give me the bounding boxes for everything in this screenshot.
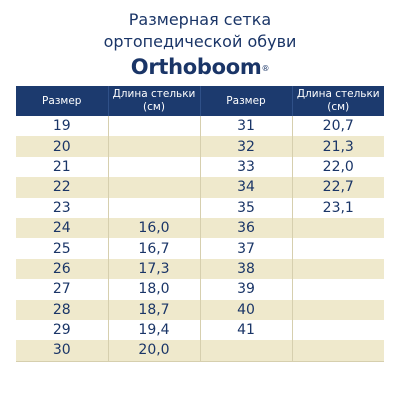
size-right-cell: 41: [200, 320, 292, 340]
insole-right-cell: 22,0: [292, 157, 384, 177]
brand-name: Orthoboom: [130, 55, 262, 79]
insole-left-cell: [108, 177, 200, 197]
table-row: [16, 157, 384, 177]
table-row: [16, 320, 384, 340]
table-row: [16, 177, 384, 197]
table-row: [16, 279, 384, 299]
size-right-cell: 38: [200, 259, 292, 279]
insole-left-cell: 16,7: [108, 238, 200, 258]
size-right-cell: 33: [200, 157, 292, 177]
size-right-cell: 37: [200, 238, 292, 258]
table-row: [16, 116, 384, 136]
size-right-cell: 39: [200, 279, 292, 299]
table-header-row: [16, 86, 384, 116]
table-row: [16, 238, 384, 258]
size-left-cell: 19: [16, 116, 108, 136]
header-insole-left: Длина стельки (см): [108, 86, 200, 116]
insole-right-cell: [292, 340, 384, 361]
insole-right-cell: [292, 259, 384, 279]
insole-left-cell: [108, 198, 200, 218]
size-left-cell: 24: [16, 218, 108, 238]
insole-left-cell: [108, 116, 200, 136]
size-right-cell: 34: [200, 177, 292, 197]
size-table: [16, 86, 384, 362]
size-left-cell: 23: [16, 198, 108, 218]
page-subtitle: ортопедической обуви: [103, 32, 297, 51]
table-row: [16, 340, 384, 361]
table-row: [16, 300, 384, 320]
insole-left-cell: 20,0: [108, 340, 200, 361]
insole-right-cell: [292, 238, 384, 258]
size-left-cell: 28: [16, 300, 108, 320]
insole-right-cell: 22,7: [292, 177, 384, 197]
size-left-cell: 30: [16, 340, 108, 361]
table-row: [16, 259, 384, 279]
size-left-cell: 22: [16, 177, 108, 197]
insole-left-cell: 18,7: [108, 300, 200, 320]
insole-right-cell: [292, 279, 384, 299]
insole-right-cell: 21,3: [292, 136, 384, 156]
insole-left-cell: 19,4: [108, 320, 200, 340]
page-title: Размерная сетка: [128, 10, 272, 29]
insole-left-cell: 16,0: [108, 218, 200, 238]
size-left-cell: 27: [16, 279, 108, 299]
insole-right-cell: [292, 218, 384, 238]
insole-left-cell: [108, 136, 200, 156]
table-row: [16, 136, 384, 156]
header-size-right: Размер: [200, 86, 292, 116]
insole-right-cell: [292, 300, 384, 320]
size-right-cell: 31: [200, 116, 292, 136]
insole-left-cell: 17,3: [108, 259, 200, 279]
insole-right-cell: [292, 320, 384, 340]
size-right-cell: [200, 340, 292, 361]
insole-right-cell: 20,7: [292, 116, 384, 136]
header-insole-right: Длина стельки (см): [292, 86, 384, 116]
table-row: [16, 198, 384, 218]
size-right-cell: 36: [200, 218, 292, 238]
size-left-cell: 25: [16, 238, 108, 258]
size-left-cell: 20: [16, 136, 108, 156]
insole-right-cell: 23,1: [292, 198, 384, 218]
size-right-cell: 35: [200, 198, 292, 218]
insole-left-cell: [108, 157, 200, 177]
insole-left-cell: 18,0: [108, 279, 200, 299]
size-left-cell: 29: [16, 320, 108, 340]
header-size-left: Размер: [16, 86, 108, 116]
registered-mark: ®: [261, 64, 270, 73]
size-right-cell: 32: [200, 136, 292, 156]
size-left-cell: 26: [16, 259, 108, 279]
brand-logo: [0, 54, 400, 80]
table-row: [16, 218, 384, 238]
size-right-cell: 40: [200, 300, 292, 320]
size-left-cell: 21: [16, 157, 108, 177]
